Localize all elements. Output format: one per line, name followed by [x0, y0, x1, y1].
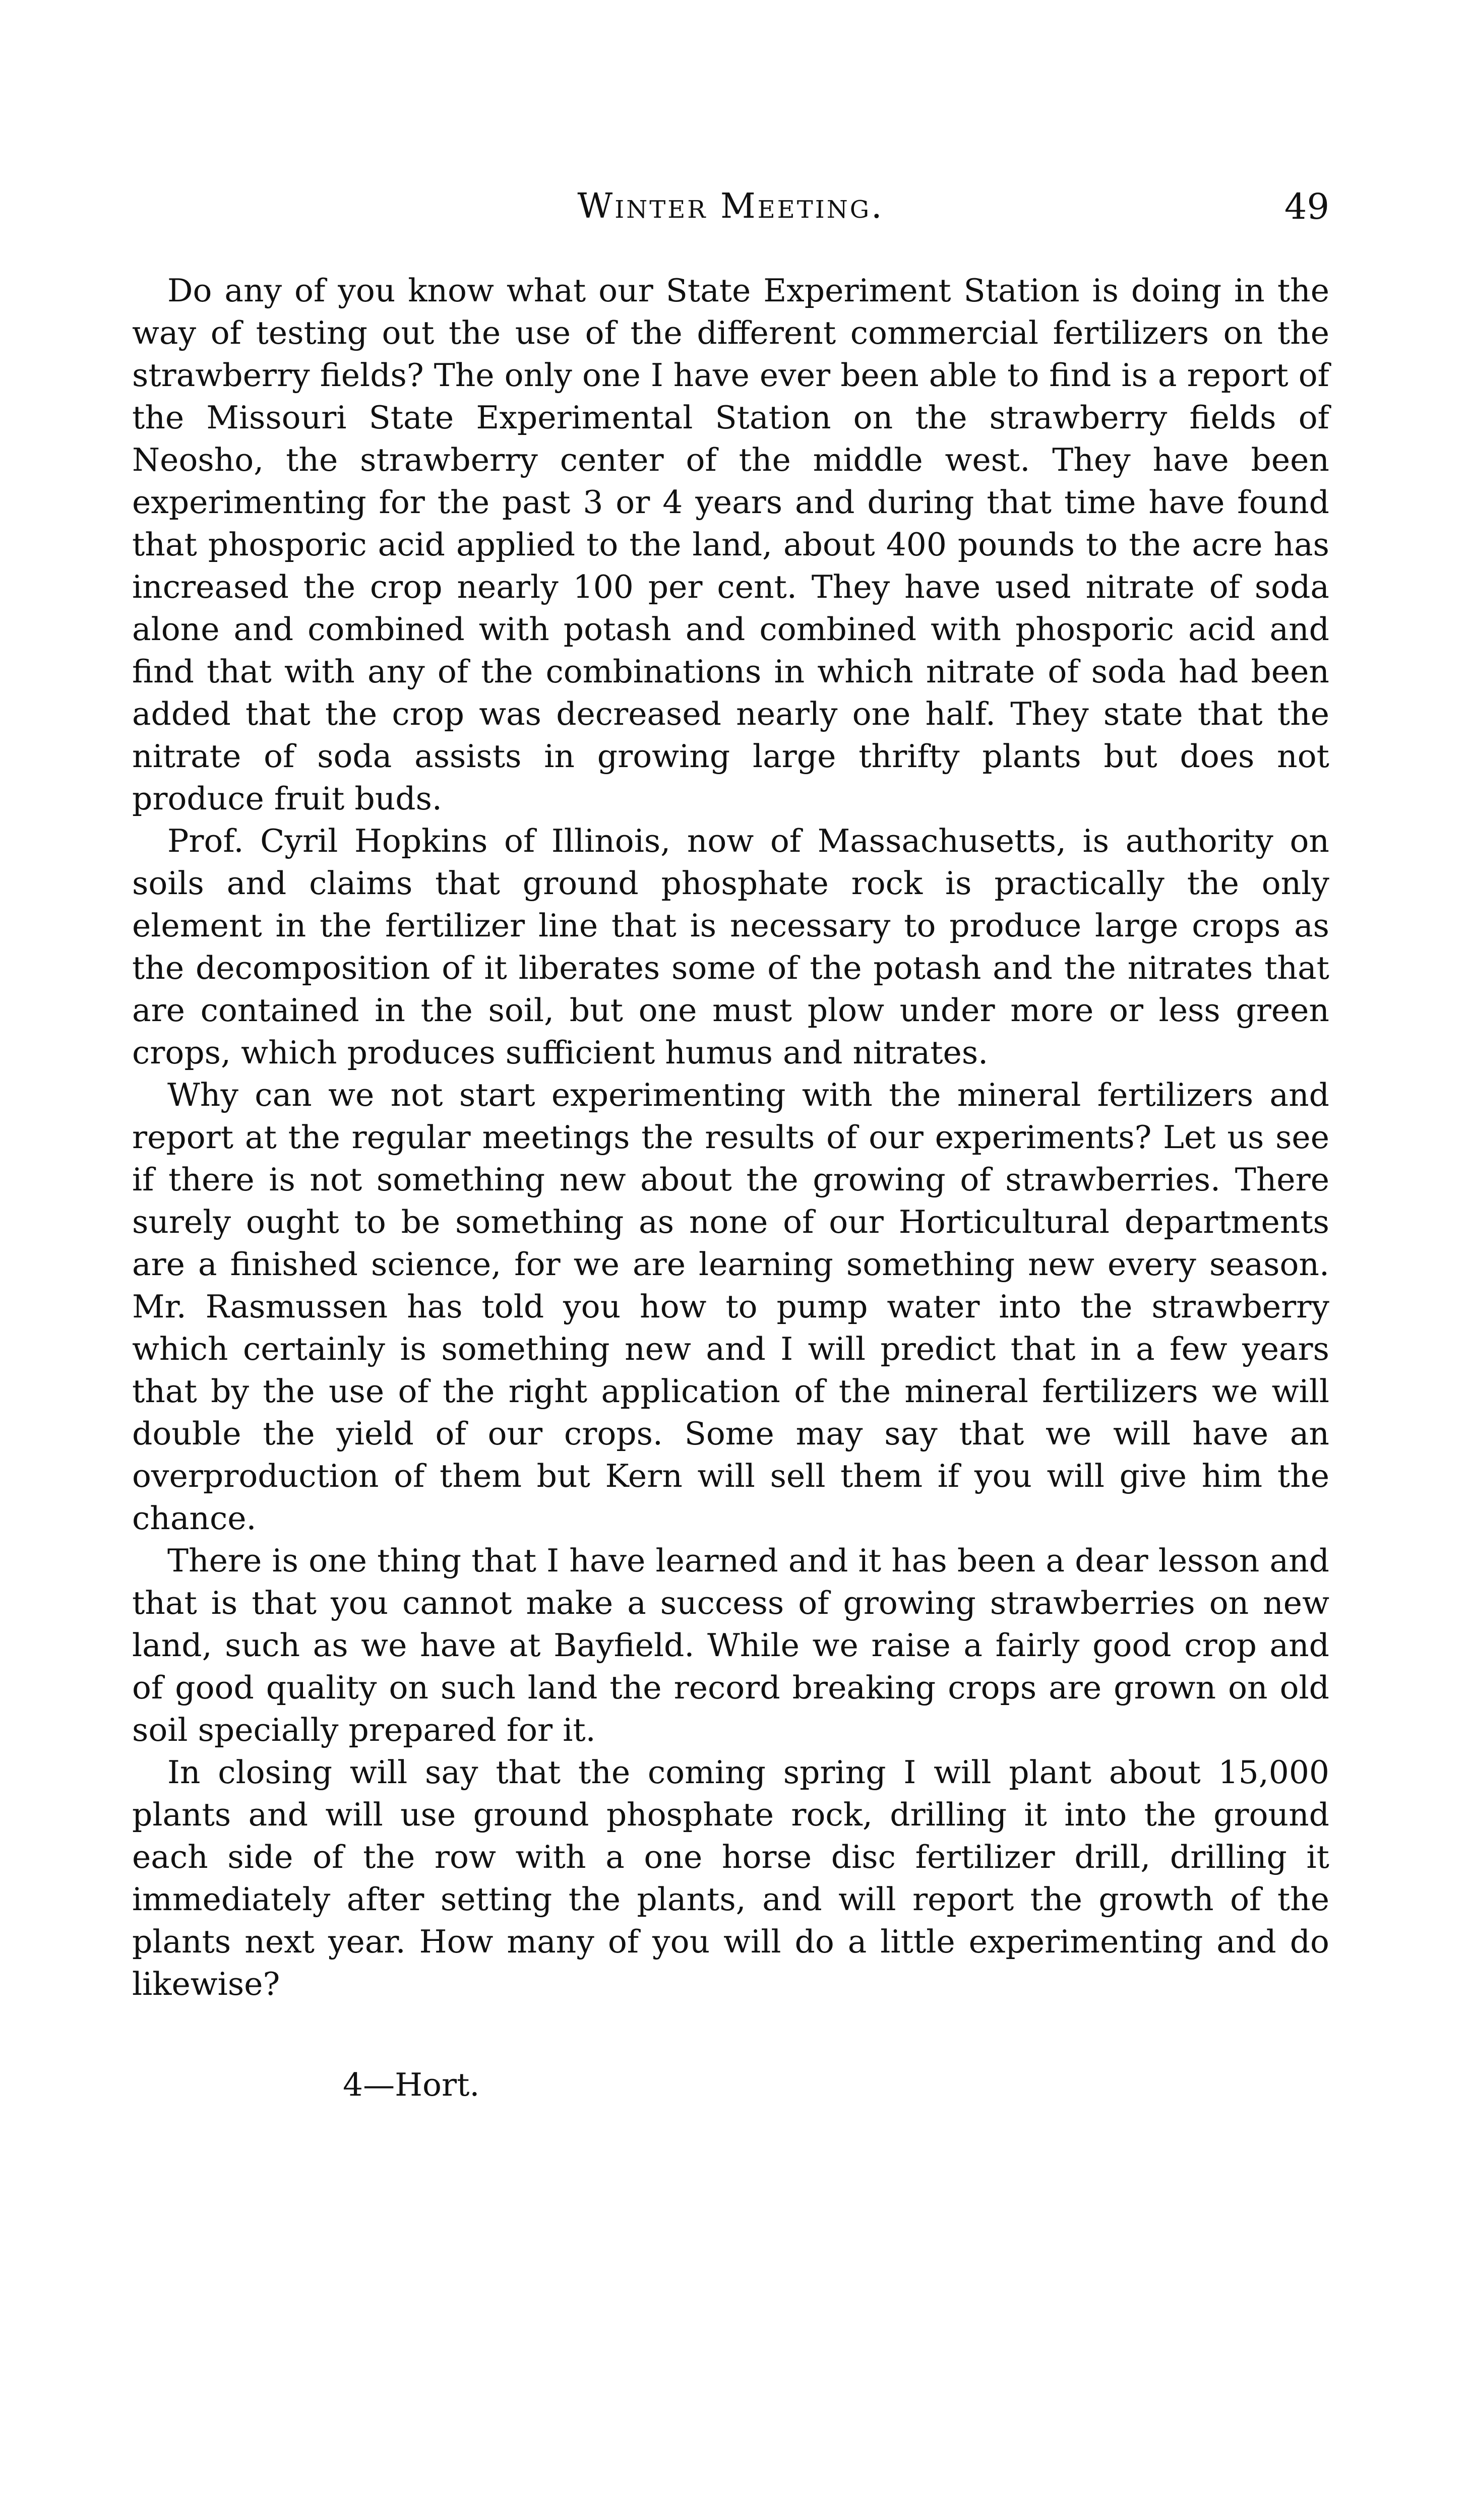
page-header [132, 179, 1329, 234]
page-number: 49 [1284, 186, 1329, 227]
paragraph: In closing will say that the coming spring I will plant about 15,000 plants and will use ground phosphate rock, drilling it into the ground each side of the row with a one horse disc fertilizer drill, drilling it immediately after setting the plants, and will report the growth of the plants next year. How many of you will do a little experimenting and do likewise? [132, 1754, 1329, 2002]
body-text [132, 270, 1329, 2005]
paragraph: There is one thing that I have learned and it has been a dear lesson and that is that you cannot make a success of growing strawberries on new land, such as we have at Bayfield. While we raise a fairly good crop and of good quality on such land the record breaking crops are grown on old soil specially prepared for it. [132, 1542, 1329, 1748]
signature-mark: 4—Hort. [343, 2066, 480, 2103]
paragraph: Prof. Cyril Hopkins of Illinois, now of Massachusetts, is authority on soils and claims that ground phosphate rock is practically the only element in the fertilizer line that is necessary to produce large crops as the decomposition of it liberates some of the potash and the nitrates that are contained in the soil, but one must plow under more or less green crops, which produces sufficient humus and nitrates. [132, 823, 1329, 1071]
paragraph: Do any of you know what our State Experiment Station is doing in the way of testing out the use of the different commercial fertilizers on the strawberry fields? The only one I have ever been able to find is a report of the Missouri State Experimental Station on the strawberry fields of Neosho, the strawberry center of the middle west. They have been experimenting for the past 3 or 4 years and during that time have found that phosporic acid applied to the land, about 400 pounds to the acre has increased the crop nearly 100 per cent. They have used nitrate of soda alone and combined with potash and combined with phosporic acid and find that with any of the combinations in which nitrate of soda had been added that the crop was decreased nearly one half. They state that the nitrate of soda assists in growing large thrifty plants but does not produce fruit buds. [132, 272, 1329, 817]
paragraph: Why can we not start experimenting with the mineral fertilizers and report at the regular meetings the results of our experiments? Let us see if there is not something new about the growing of strawberries. There surely ought to be something as none of our Horticultural departments are a finished science, for we are learning something new every season. Mr. Rasmussen has told you how to pump water into the strawberry which certainly is something new and I will predict that in a few years that by the use of the right application of the mineral fertilizers we will double the yield of our crops. Some may say that we will have an overproduction of them but Kern will sell them if you will give him the chance. [132, 1077, 1329, 1537]
running-title: Winter Meeting. [577, 186, 884, 226]
